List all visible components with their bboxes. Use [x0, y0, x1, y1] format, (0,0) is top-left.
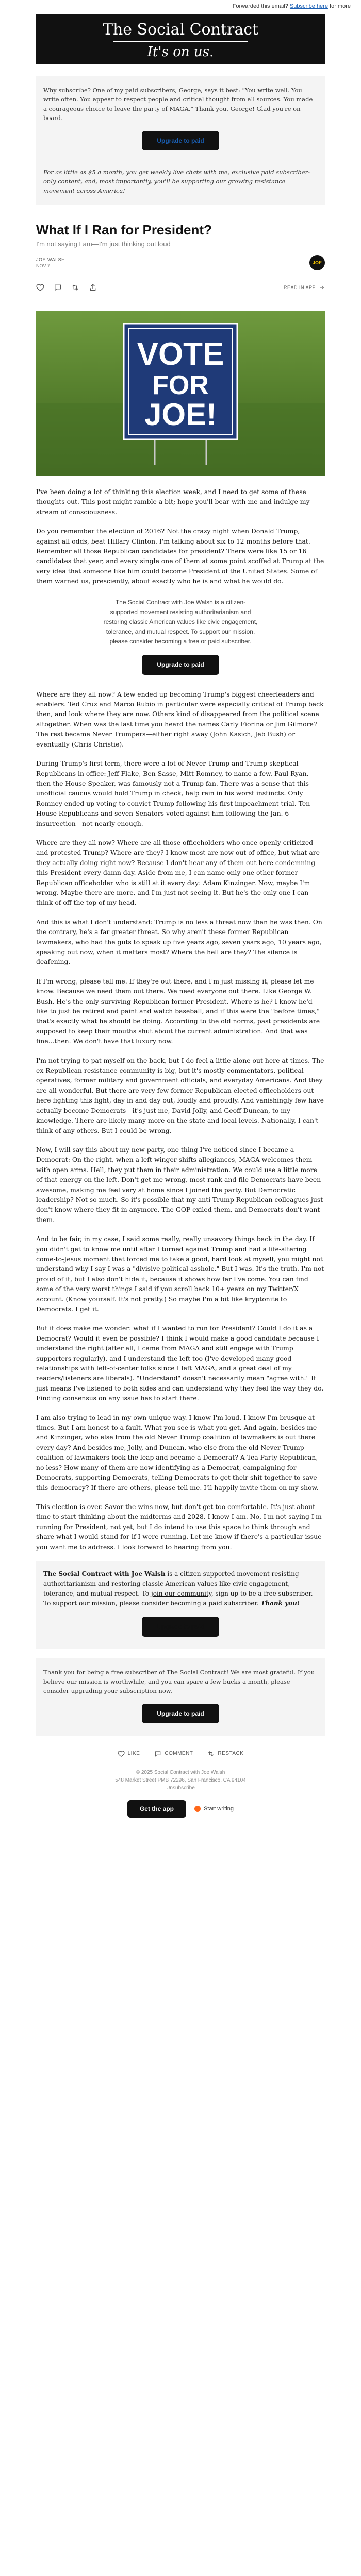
post-subtitle: I'm not saying I am—I'm just thinking out loud [36, 240, 171, 248]
mid-subscribe-text: The Social Contract with Joe Walsh is a citizen-supported movement resisting authoritarianism and restoring classic American values like civic engagement, tolerance, and mutual respect. To support our mission, please consider becoming a free or paid subscriber. [103, 598, 258, 645]
post-title[interactable]: What If I Ran for President? [36, 222, 212, 238]
sign-for-text: FOR [152, 370, 209, 400]
logo-text: JOE [312, 260, 322, 265]
unsubscribe-link[interactable]: Unsubscribe [166, 1785, 195, 1791]
read-in-app-link[interactable] [284, 284, 325, 291]
paragraph-10: And to be fair, in my case, I said some really, really unsavory things back in the day. If you didn't get to know me until after I turned against Trump and had a life-altering come-to-Jesus moment that forced me to take a good, hard look at myself, you might not understand why I say I was a "divisive political asshole." But I was. It's the truth. I'm not proud of it, but I also don't hide it, because it shows how far I've come. You can find some of the very worst things I said if you scroll back 10+ years on my Twitter/X account. (Know yourself. It's not pretty.) So maybe I'm a bit like kryptonite to Democrats. I get it. [36, 1235, 324, 1313]
comment-button[interactable]: COMMENT [154, 1750, 193, 1757]
forward-banner [0, 0, 361, 12]
footer-actions [36, 1750, 325, 1757]
paragraph-7: If I'm wrong, please tell me. If they're out there, and I'm just missing it, please let me know. Because we need them out there. We need everyone out there. Like George W. Bush. He's the only surviving Republican former President. Where is he? I know he'd like to just be retired and paint and watch baseball, and if this were the "before times," that's exactly what he should be doing. According to the old norms, past presidents are supposed to keep their mouths shut about the current administration. And that was fine...then. We don't have that luxury now. [36, 977, 320, 1045]
comment-icon[interactable] [54, 283, 62, 292]
restack-arrows-icon [207, 1750, 215, 1757]
sign-vote-text: VOTE [137, 336, 224, 372]
like-icon[interactable] [36, 283, 44, 292]
paragraph-2: Do you remember the election of 2016? Not the crazy night when Donald Trump, against all odds, beat Hillary Clinton. I'm talking about six to 12 months before that. Remember all those Republican candidates for president? There were like 15 or 16 candidates that year, and every single one of them at some point scoffed at Trump at the very idea that someone like him could become President of the United States. Some of them warned us, presciently, about exactly who he is and what he would do. [36, 527, 324, 585]
masthead-title: The Social Contract [102, 21, 259, 39]
read-in-app-label: READ IN APP [283, 285, 316, 290]
paragraph-5: Where are they all now? Where are all those officeholders who once openly criticized and protested Trump? Where are they? I know most are now out of office, but what are they actually doing right now? Because I don't hear any of them out here condemning this President every damn day. Aside from me, I can name only one other former Republican officeholder who is still at it every day: Adam Kinzinger. Now, maybe I'm wrong. Maybe there are more, and I'm just not seeing it. But he's the only one I can think of off the top of my head. [36, 838, 320, 907]
paragraph-3: Where are they all now? A few ended up becoming Trump's biggest cheerleaders and enablers. Ted Cruz and Marco Rubio in particular were especially critical of Trump back then, and look where they are now. Others kind of disappeared from the political scene altogether. When was the last time you heard the names Carly Fiorina or Jim Gilmore? The rest became Never Trumpers—either right away (John Kasich, Jeb Bush) or eventually (Chris Christie). [36, 690, 324, 748]
arrow-right-icon [319, 284, 325, 291]
paragraph-9: Now, I will say this about my new party, one thing I've noticed since I became a Democrat: On the right, when a left-winger shifts allegiances, MAGA welcomes them with open arms. Hell, they put them in their administration. We could use a little more of that energy on the left. Don't get me wrong, most rank-and-file Democrats have been awesome, making me feel very at home since I joined the party. But Democratic leadership? Not so much. So it's possible that my anti-Trump Republican colleagues just don't know where they fit in anymore. The GOP exiled them, and Democrats don't want them. [36, 1145, 323, 1224]
promo-quote: Why subscribe? One of my paid subscribers, George, says it best: "You write well. You write often. You appear to respect people and critical thought from all sources. You made a courageous choice to leave the party of MAGA." Thank you, George! Glad you're on board. [43, 87, 313, 122]
restack-button[interactable]: RESTACK [207, 1750, 243, 1757]
support-mission-link[interactable]: support our mission [53, 1599, 116, 1607]
get-app-button[interactable]: Get the app [127, 1800, 186, 1818]
start-writing-link[interactable]: Start writing [194, 1806, 234, 1812]
paragraph-6: And this is what I don't understand: Trump is no less a threat now than he was then. On the contrary, he's a far greater threat. So why aren't these former Republican lawmakers, who had the guts to speak up five years ago, seven years ago, 10 years ago, speaking out now, when it matters most? Where the hell are they? The silence is deafening. [36, 918, 322, 966]
byline [36, 255, 325, 270]
upgrade-button-top[interactable]: Upgrade to paid [142, 131, 219, 150]
substack-icon [194, 1806, 201, 1812]
bottom-subscribe-box [36, 1561, 325, 1649]
post-body [36, 487, 325, 1552]
free-subscriber-text: Thank you for being a free subscriber of The Social Contract! We are most grateful. If you believe our mission is worthwhile, and you can spare a few bucks a month, please consider upgrading your subscription now. [43, 1668, 315, 1694]
mid-subscribe-box [36, 598, 325, 675]
like-button[interactable]: LIKE [118, 1750, 140, 1757]
thanks-text: Thank you! [260, 1599, 300, 1607]
paragraph-1: I've been doing a lot of thinking this election week, and I need to get some of these thoughts out. This post might ramble a bit; hope you'll bear with me and indulge my stream of consciousness. [36, 488, 310, 516]
masthead[interactable] [36, 14, 325, 64]
subscribe-link[interactable]: Subscribe here [289, 3, 328, 9]
sign-joe-text: JOE! [144, 397, 217, 432]
upgrade-button-mid[interactable]: Upgrade to paid [142, 655, 219, 675]
author-name[interactable]: JOE WALSH [36, 257, 65, 262]
hero-image[interactable] [36, 311, 325, 476]
masthead-tagline: It's on us. [147, 44, 214, 60]
promo-offer: For as little as $5 a month, you get weekly live chats with me, exclusive paid subscriber-only content, and, most importantly, you'll be supporting our growing resistance movement across America! [43, 168, 310, 194]
footer [36, 1769, 325, 1792]
comment-bubble-icon [154, 1750, 161, 1757]
vote-sign-illustration [36, 311, 325, 476]
paragraph-11: But it does make me wonder: what if I wanted to run for President? Could I do it as a Democrat? Would it even be possible? I think I would make a good candidate because I understand the right (after all, I came from MAGA and still engage with Trump supporters regularly), and I understand the left too (I've developed many good relationships with left-of-center folks since I left MAGA, and a great deal of my readers/listeners are liberals). "Understand" doesn't necessarily mean "agree with." It just means I've listened to both sides and can understand why they feel the way they do. Finding consensus on any issue has to start there. [36, 1324, 324, 1402]
upgrade-button-bottom[interactable]: Upgrade to paid [142, 1617, 219, 1637]
post-date: NOV 7 [36, 263, 51, 268]
app-promo [36, 1800, 325, 1818]
promo-box [36, 76, 325, 205]
restack-icon[interactable] [71, 283, 79, 292]
forward-suffix: for more [330, 3, 351, 9]
publication-name: The Social Contract with Joe Walsh [43, 1570, 166, 1578]
free-subscriber-note [36, 1658, 325, 1736]
paragraph-8: I'm not trying to pat myself on the back, but I do feel a little alone out here at times. The ex-Republican resistance community is big, but it's mostly commentators, political operatives, former military and government officials, and everyday Americans. And they are all wonderful. But there are very few former Republican elected officeholders out here fighting this fight, day in and day out, loudly and proudly. And vanishingly few have actually become Democrats—it's just me, David Jolly, and Geoff Duncan, to my knowledge. There are likely many more on the state and local levels. Nationally, I can't think of any others. But I could be wrong. [36, 1056, 324, 1134]
action-bar [36, 278, 325, 297]
paragraph-4: During Trump's first term, there were a lot of Never Trump and Trump-skeptical Republicans in office: Jeff Flake, Ben Sasse, Mitt Romney, to name a few. Paul Ryan, then the House Speaker, was famously not a Trump fan. There was a sense that this unofficial caucus would hold Trump in check, help rein in his worst instincts. Only Romney ended up voting to convict Trump following his first impeachment trial. Ten House Republicans and seven Senators voted against him following the Jan. 6 insurrection—not nearly enough. [36, 759, 310, 827]
footer-copyright: © 2025 Social Contract with Joe Walsh [136, 1769, 225, 1775]
forward-text: Forwarded this email? [232, 3, 288, 9]
footer-address: 548 Market Street PMB 72296, San Francisco, CA 94104 [115, 1777, 246, 1783]
paragraph-13: This election is over. Savor the wins now, but don't get too comfortable. It's just about time to start thinking about the midterms and 2028. I know I am. No, I'm not saying I'm running for President, not yet, but I do intend to use this space to think through and share what I would stand for if I were running. Let me know if there's a particular issue you want me to address. I look forward to hearing from you. [36, 1502, 322, 1551]
upgrade-button-note[interactable]: Upgrade to paid [142, 1704, 219, 1723]
bottom-subscribe-text: The Social Contract with Joe Walsh is a citizen-supported movement resisting authoritarianism and restoring classic American values like civic engagement, tolerance, and mutual respect. To join our community, sign up to be a free subscriber. To support our mission, please consider becoming a paid subscriber. Thank you! [43, 1570, 313, 1607]
publication-logo[interactable] [309, 255, 325, 270]
paragraph-12: I am also trying to lead in my own unique way. I know I'm loud. I know I'm brusque at times. But I am honest to a fault. What you see is what you get. And again, besides me and Kinzinger, who else from the old Never Trump coalition of lawmakers is out there every day? And besides me, Jolly, and Duncan, who else from the old Never Trump coalition of lawmakers took the leap and became a Democrat? A Tea Party Republican, no less? How many of them are now identifying as a Democrat, campaigning for Democrats, supporting Democrats, telling Democrats to get their shit together to save this democracy? If there are others, please tell me. I'll happily invite them on my show. [36, 1413, 319, 1492]
join-community-link[interactable]: join our community [151, 1589, 211, 1597]
masthead-divider [113, 41, 248, 42]
heart-icon [118, 1750, 125, 1757]
share-icon[interactable] [89, 283, 97, 292]
email-container [36, 14, 325, 1818]
